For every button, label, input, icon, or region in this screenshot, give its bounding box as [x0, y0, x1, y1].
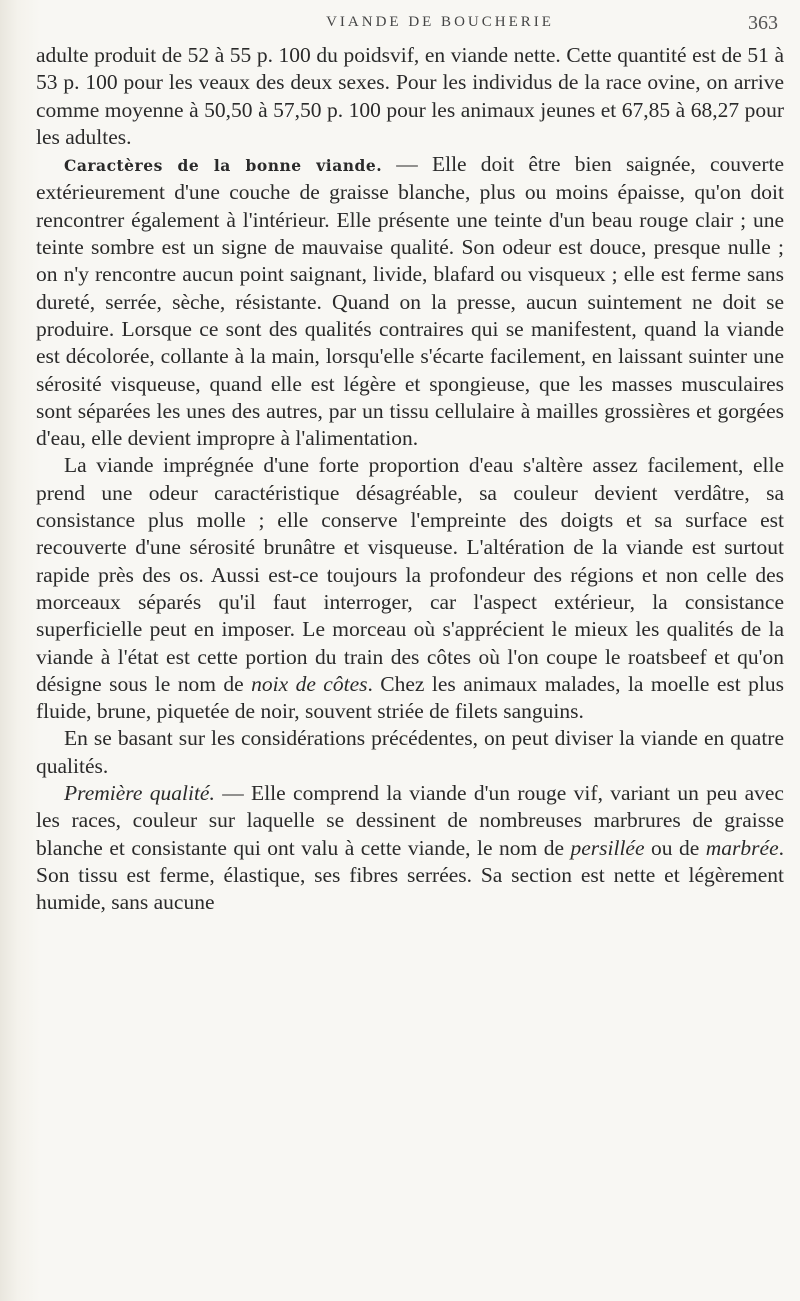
running-title: VIANDE DE BOUCHERIE: [326, 14, 554, 30]
paragraph-first-quality-text-3: . Son tissu est ferme, élastique, ses fibres serrées. Sa section est nette et légèrement humide, sans aucune: [36, 835, 785, 915]
paragraph-quality-intro: En se basant sur les considérations précédentes, on peut diviser la viande en quatre qualités.: [36, 726, 784, 778]
paragraph-first-quality-text-1: — Elle comprend la viande d'un rouge vif, variant un peu avec les races, couleur sur laquelle se dessinent de nombreuses marbrures de graisse blanche et consistante qui ont valu à cette viande, le nom de: [36, 781, 784, 860]
paragraph-first-quality: [36, 780, 784, 916]
term-noix-de-cotes: noix de côtes: [251, 671, 368, 696]
page-number: 363: [748, 12, 778, 34]
section-heading-good-meat: Caractères de la bonne viande.: [64, 156, 383, 176]
paragraph-good-meat: [36, 151, 784, 452]
section-heading-first-quality: Première qualité.: [64, 781, 215, 806]
term-persillee: persillée: [570, 835, 645, 860]
paragraph-alteration-text-2: . Chez les animaux malades, la moelle est plus fluide, brune, piquetée de noir, souvent striée de filets sanguins.: [36, 671, 784, 724]
paragraph-yield: adulte produit de 52 à 55 p. 100 du poidsvif, en viande nette. Cette quantité est de 51 à 53 p. 100 pour les veaux des deux sexes. Pour les individus de la race ovine, on arrive comme moyenne à 50,50 à 57,50 p. 100 pour les animaux jeunes et 67,85 à 68,27 pour les adultes.: [36, 43, 784, 149]
page-body: [36, 42, 784, 917]
paragraph-good-meat-text: — Elle doit être bien saignée, couverte extérieurement d'une couche de graisse blanche, plus ou moins épaisse, qu'on doit rencontrer également à l'intérieur. Elle présente une teinte d'un beau rouge clair ; une teinte sombre est un signe de mauvaise qualité. Son odeur est douce, presque nulle ; on n'y rencontre aucun point saignant, livide, blafard ou visqueux ; elle est ferme sans dureté, serrée, sèche, résistante. Quand on la presse, aucun suintement ne doit se produire. Lorsque ce sont des qualités contraires qui se manifestent, quand la viande est décolorée, collante à la main, lorsqu'elle s'écarte facilement, en laissant suinter une sérosité visqueuse, quand elle est légère et spongieuse, que les masses musculaires sont séparées les unes des autres, par un tissu cellulaire à mailles grossières et gorgées d'eau, elle devient impropre à l'alimentation.: [36, 152, 784, 451]
paragraph-first-quality-text-2: ou de: [644, 835, 706, 860]
paragraph-alteration: [36, 452, 784, 725]
paragraph-alteration-text-1: La viande imprégnée d'une forte proportion d'eau s'altère assez facilement, elle prend une odeur caractéristique désagréable, sa couleur devient verdâtre, sa consistance plus molle ; elle conserve l'empreinte des doigts et sa surface est recouverte d'une sérosité brunâtre et visqueuse. L'altération de la viande est surtout rapide près des os. Aussi est-ce toujours la profondeur des régions et non celle des morceaux séparés qu'il faut interroger, car l'aspect extérieur, la consistance superficielle peut en imposer. Le morceau où s'apprécient le mieux les qualités de la viande à l'état est cette portion du train des côtes où l'on coupe le roatsbeef et qu'on désigne sous le nom de: [36, 453, 784, 696]
term-marbree: marbrée: [705, 835, 779, 860]
